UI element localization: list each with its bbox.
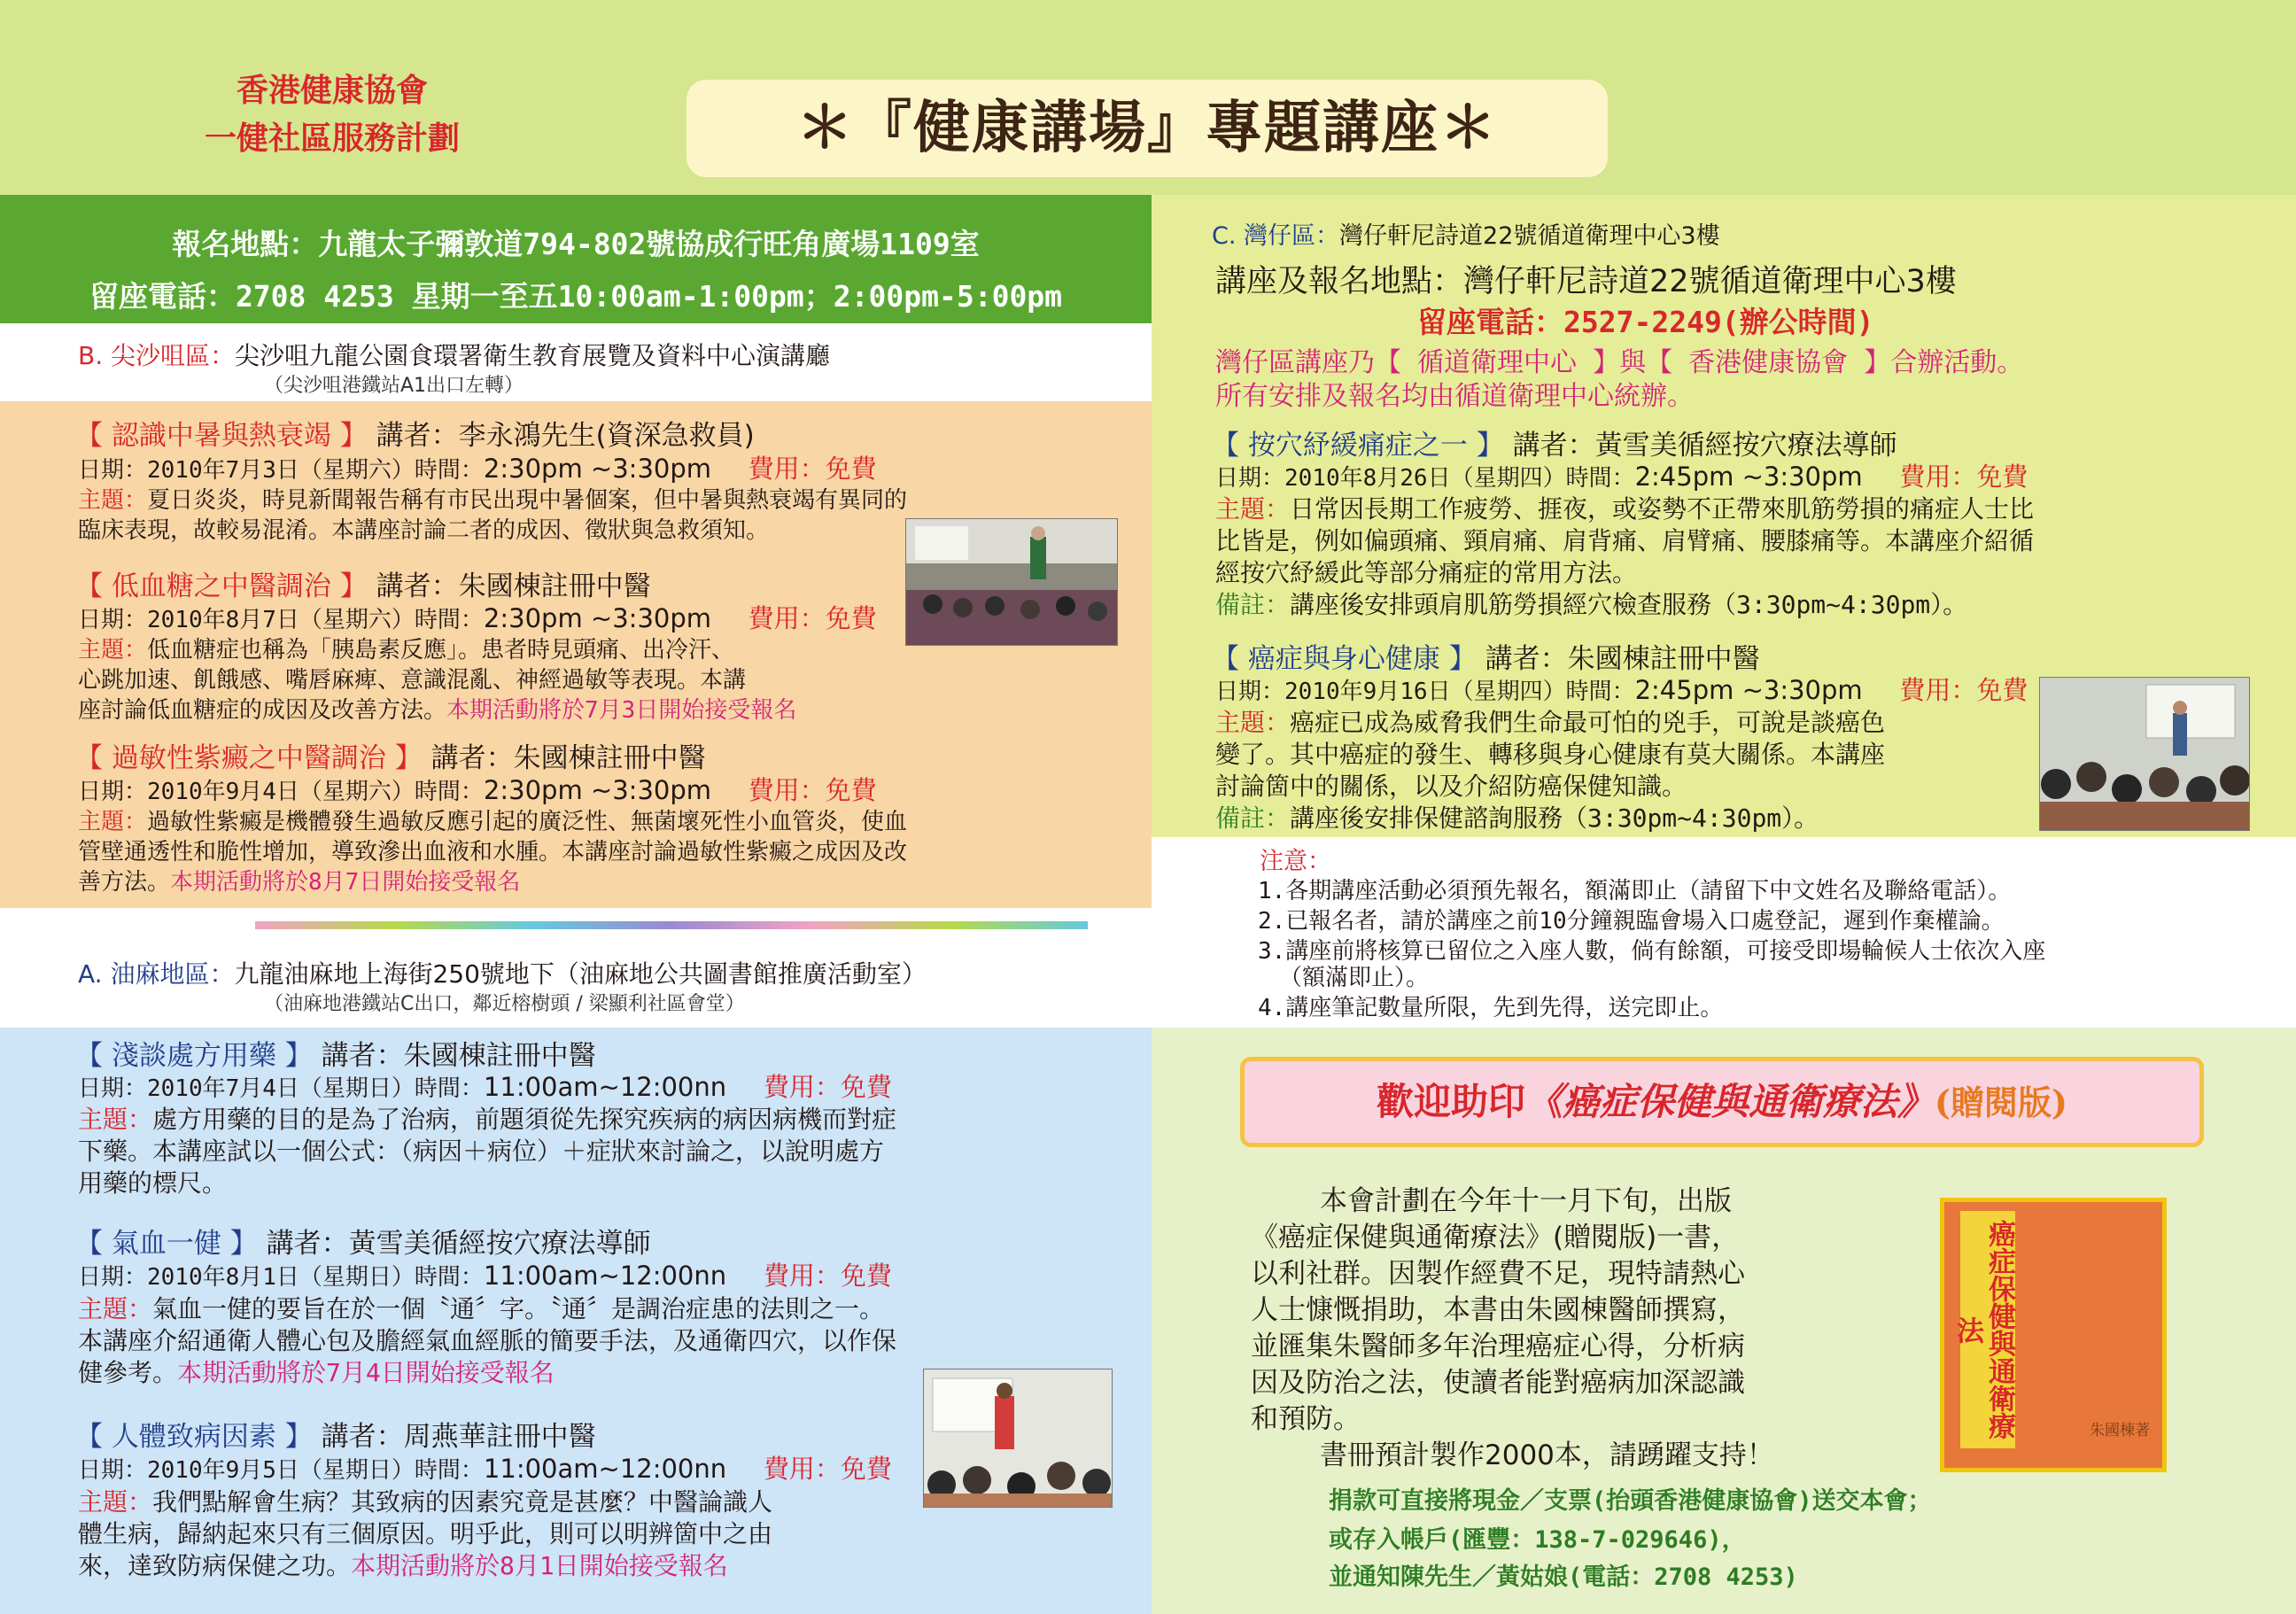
- talk-date: 日期：2010年7月3日（星期六）時間：: [78, 457, 484, 484]
- district-c-heading: [1212, 216, 1720, 251]
- talk-b1-line1: [78, 482, 907, 515]
- talk-a1-line2: 下藥。本講座試以一個公式：（病因＋病位）＋症狀來討論之，以說明處方: [78, 1137, 885, 1166]
- talk-a3-header: [75, 1414, 596, 1454]
- district-a-label: A. 油麻地區：: [78, 959, 235, 989]
- topic-label: 主題：: [78, 1487, 153, 1517]
- district-c-venue: 灣仔軒尼詩道22號循道衛理中心3樓: [1339, 222, 1720, 250]
- talk-title: 【 低血糖之中醫調治 】: [75, 570, 368, 602]
- donation-para-4: 人士慷慨捐助，本書由朱國棟醫師撰寫，: [1251, 1294, 1745, 1326]
- district-b-note: （尖沙咀港鐵站A1出口左轉）: [264, 375, 524, 397]
- registration-notice: 本期活動將於7月4日開始接受報名: [177, 1358, 555, 1387]
- talk-a2-line1: [78, 1290, 884, 1325]
- remark-text: 講座後安排保健諮詢服務（3:30pm~4:30pm）。: [1290, 803, 1819, 833]
- talk-fee: 費用：免費: [763, 1261, 892, 1291]
- registration-notice: 本期活動將於8月1日開始接受報名: [351, 1551, 728, 1580]
- talk-c2-remark: [1215, 799, 1819, 834]
- donation-contact-2: 或存入帳戶(匯豐：138-7-029646)，: [1329, 1526, 1746, 1554]
- note-item-3-cont: （額滿即止）。: [1279, 965, 1430, 991]
- topic-text: 夏日炎炎，時見新聞報告稱有市民出現中暑個案，但中暑與熱衰竭有異同的: [147, 487, 908, 514]
- talk-speaker: 講者：李永鴻先生(資深急救員): [376, 420, 755, 452]
- decorative-strip: [255, 921, 1088, 929]
- topic-text: 癌症已成為威脅我們生命最可怕的兇手，可說是談癌色: [1290, 708, 1886, 737]
- talk-b2-line3: [78, 692, 796, 725]
- talk-speaker: 講者：朱國棟註冊中醫: [430, 742, 706, 774]
- remark-label: 備註：: [1215, 803, 1291, 833]
- talk-c1-remark: [1215, 586, 1967, 621]
- talk-c2-line2: 變了。其中癌症的發生、轉移與身心健康有莫大關係。本講座: [1215, 740, 1886, 769]
- registration-notice: 本期活動將於8月7日開始接受報名: [170, 869, 521, 896]
- talk-title: 【 淺談處方用藥 】: [75, 1040, 313, 1072]
- talk-date: 日期：2010年8月1日（星期日）時間：: [78, 1264, 484, 1291]
- topic-text: 日常因長期工作疲勞、捱夜，或姿勢不正帶來肌筋勞損的痛症人士比: [1290, 494, 2035, 524]
- banner-edition: (贈閱版): [1935, 1082, 2067, 1122]
- talk-speaker: 講者：朱國棟註冊中醫: [376, 570, 651, 602]
- registration-phone: 留座電話：2708 4253 星期一至五10:00am-1:00pm；2:00pm-5:00pm: [89, 279, 1063, 314]
- talk-title: 【 人體致病因素 】: [75, 1421, 313, 1453]
- talk-speaker: 講者：周燕華註冊中醫: [321, 1421, 596, 1453]
- donation-para-1: 本會計劃在今年十一月下旬，出版: [1320, 1185, 1732, 1217]
- donation-para-2: 《癌症保健與通衛療法》(贈閱版)一書，: [1251, 1222, 1740, 1253]
- talk-time: 2:45pm ~3:30pm: [1634, 675, 1863, 705]
- topic-text: 處方用藥的目的是為了治病，前題須從先探究疾病的病因病機而對症: [152, 1105, 897, 1134]
- talk-b2-line2: 心跳加速、飢餓感、嘴唇麻痺、意識混亂、神經過敏等表現。本講: [78, 667, 747, 694]
- talk-c1-line2: 比皆是，例如偏頭痛、頸肩痛、肩背痛、肩臂痛、腰膝痛等。本講座介紹循: [1215, 526, 2035, 555]
- talk-a1-line1: [78, 1100, 896, 1136]
- talk-a3-date: [78, 1449, 892, 1486]
- topic-text: 善方法。: [78, 869, 171, 896]
- talk-fee: 費用：免費: [763, 1454, 892, 1484]
- talk-b3-line3: [78, 864, 520, 896]
- talk-title: 【 過敏性紫癜之中醫調治 】: [75, 742, 423, 774]
- talk-speaker: 講者：朱國棟註冊中醫: [1485, 643, 1760, 675]
- talk-b3-line1: [78, 803, 907, 836]
- talk-fee: 費用：免費: [748, 603, 877, 633]
- topic-label: 主題：: [1215, 494, 1291, 524]
- talk-title: 【 按穴紓緩痛症之一 】: [1212, 430, 1504, 462]
- talk-fee: 費用：免費: [748, 775, 877, 805]
- lecture-photo-1: [905, 518, 1118, 646]
- talk-a3-line1: [78, 1483, 772, 1518]
- talk-date: 日期：2010年8月26日（星期四）時間：: [1215, 465, 1635, 492]
- district-a-venue: 九龍油麻地上海街250號地下（油麻地公共圖書館推廣活動室）: [234, 959, 927, 989]
- talk-b2-line1: [78, 632, 734, 664]
- topic-text: 座討論低血糖症的成因及改善方法。: [78, 697, 447, 724]
- talk-b2-date: [78, 599, 877, 635]
- talk-b2-header: [75, 563, 651, 603]
- topic-label: 主題：: [78, 637, 148, 663]
- donation-para-6: 因及防治之法，使讀者能對癌病加深認識: [1251, 1367, 1745, 1399]
- talk-a3-line3: [78, 1547, 728, 1582]
- district-c-joint2: 所有安排及報名均由循道衛理中心統辦。: [1215, 381, 1694, 412]
- talk-a2-date: [78, 1256, 892, 1292]
- talk-time: 2:30pm ~3:30pm: [483, 775, 711, 805]
- talk-speaker: 講者：黃雪美循經按穴療法導師: [266, 1228, 651, 1260]
- lecture-photo-3: [2039, 677, 2250, 831]
- remark-text: 講座後安排頭肩肌筋勞損經穴檢查服務（3:30pm~4:30pm）。: [1290, 590, 1968, 619]
- district-a-note: （油麻地港鐵站C出口，鄰近榕樹頭 / 梁顯利社區會堂）: [264, 993, 745, 1015]
- registration-bar: [0, 195, 1152, 323]
- talk-b1-line2: 臨床表現，故較易混淆。本講座討論二者的成因、徵狀與急救須知。: [78, 517, 770, 544]
- talk-date: 日期：2010年7月4日（星期日）時間：: [78, 1075, 484, 1102]
- talk-c2-date: [1215, 671, 2028, 707]
- district-a-heading: [78, 955, 927, 990]
- district-b-label: B. 尖沙咀區：: [78, 341, 236, 370]
- topic-text: 低血糖症也稱為「胰島素反應」。患者時見頭痛、出冷汗、: [147, 637, 735, 663]
- talk-time: 2:45pm ~3:30pm: [1634, 462, 1863, 492]
- donation-contact-1: 捐款可直接將現金／支票(抬頭香港健康協會)送交本會；: [1329, 1487, 1932, 1515]
- topic-text: 過敏性紫癜是機體發生過敏反應引起的廣泛性、無菌壞死性小血管炎，使血: [147, 809, 908, 835]
- talk-a2-line3: [78, 1354, 555, 1389]
- talk-speaker: 講者：黃雪美循經按穴療法導師: [1512, 430, 1897, 462]
- note-item-2: 2.已報名者，請於講座之前10分鐘親臨會場入口處登記，遲到作棄權論。: [1258, 908, 2005, 935]
- donation-banner: [1240, 1057, 2204, 1147]
- talk-b1-date: [78, 449, 877, 485]
- talk-speaker: 講者：朱國棟註冊中醫: [321, 1040, 596, 1072]
- topic-label: 主題：: [78, 1294, 153, 1323]
- topic-text: 我們點解會生病？其致病的因素究竟是甚麼？中醫論識人: [152, 1487, 773, 1517]
- donation-para-8: 書冊預計製作2000本，請踴躍支持！: [1320, 1439, 1774, 1471]
- donation-para-3: 以利社群。因製作經費不足，現特請熱心: [1251, 1258, 1745, 1290]
- talk-title: 【 氣血一健 】: [75, 1228, 258, 1260]
- talk-c1-date: [1215, 457, 2028, 493]
- district-b-heading: [78, 337, 830, 372]
- talk-date: 日期：2010年8月7日（星期六）時間：: [78, 607, 484, 633]
- talk-c2-line1: [1215, 703, 1885, 739]
- topic-text: 氣血一健的要旨在於一個〝通〞字。〝通〞是調治症患的法則之一。: [152, 1294, 885, 1323]
- talk-b3-date: [78, 771, 877, 807]
- book-cover: [1940, 1198, 2167, 1472]
- talk-a2-header: [75, 1221, 651, 1261]
- talk-c1-line3: 經按穴紓緩此等部分痛症的常用方法。: [1215, 558, 1638, 587]
- talk-c2-line3: 討論箇中的關係，以及介紹防癌保健知識。: [1215, 772, 1687, 801]
- book-cover-title: 癌症保健與通衛療法: [1960, 1211, 2015, 1448]
- talk-b3-line2: 管壁通透性和脆性增加，導致滲出血液和水腫。本講座討論過敏性紫癜之成因及改: [78, 839, 908, 865]
- talk-title: 【 認識中暑與熱衰竭 】: [75, 420, 368, 452]
- talk-date: 日期：2010年9月4日（星期六）時間：: [78, 779, 484, 805]
- registration-notice: 本期活動將於7月3日開始接受報名: [446, 697, 797, 724]
- lecture-photo-2: [923, 1369, 1113, 1508]
- district-c-venue-full: 講座及報名地點：灣仔軒尼詩道22號循道衛理中心3樓: [1215, 264, 1957, 299]
- talk-time: 11:00am~12:00nn: [483, 1072, 727, 1102]
- talk-a1-line3: 用藥的標尺。: [78, 1168, 228, 1198]
- talk-fee: 費用：免費: [763, 1072, 892, 1102]
- talk-date: 日期：2010年9月16日（星期四）時間：: [1215, 679, 1635, 705]
- banner-welcome: 歡迎助印: [1377, 1080, 1526, 1123]
- project-name: 一健社區服務計劃: [204, 120, 460, 157]
- talk-time: 2:30pm ~3:30pm: [483, 454, 711, 484]
- talk-b1-header: [75, 413, 755, 453]
- banner-book-title: 《癌症保健與通衛療法》: [1525, 1080, 1935, 1123]
- talk-a3-line2: 體生病，歸納起來只有三個原因。明乎此，則可以明辨箇中之由: [78, 1519, 773, 1548]
- donation-para-7: 和預防。: [1251, 1403, 1361, 1435]
- district-b-venue: 尖沙咀九龍公園食環署衛生教育展覽及資料中心演講廳: [235, 341, 831, 370]
- org-name: 香港健康協會: [236, 73, 428, 109]
- talk-a1-date: [78, 1067, 892, 1104]
- topic-label: 主題：: [78, 487, 148, 514]
- talk-time: 2:30pm ~3:30pm: [483, 603, 711, 633]
- donation-contact-3: 並通知陳先生／黃姑娘(電話：2708 4253): [1329, 1564, 1798, 1591]
- topic-label: 主題：: [78, 809, 148, 835]
- talk-date: 日期：2010年9月5日（星期日）時間：: [78, 1457, 484, 1484]
- topic-text: 來，達致防病保健之功。: [78, 1551, 352, 1580]
- talk-time: 11:00am~12:00nn: [483, 1261, 727, 1291]
- district-c-label: C. 灣仔區：: [1212, 222, 1340, 250]
- donation-para-5: 並匯集朱醫師多年治理癌症心得，分析病: [1251, 1331, 1745, 1362]
- page-title: ＊『健康講場』專題講座＊: [686, 80, 1608, 177]
- note-item-1: 1.各期講座活動必須預先報名，額滿即止（請留下中文姓名及聯絡電話）。: [1258, 878, 2012, 904]
- district-c-joint1: 灣仔區講座乃【 循道衛理中心 】與【 香港健康協會 】合辦活動。: [1215, 347, 2024, 378]
- topic-label: 主題：: [1215, 708, 1291, 737]
- district-c-phone: 留座電話：2527-2249(辦公時間): [1417, 305, 1874, 339]
- registration-address: 報名地點：九龍太子彌敦道794-802號協成行旺角廣場1109室: [172, 227, 980, 261]
- talk-fee: 費用：免費: [1899, 462, 2028, 492]
- talk-title: 【 癌症與身心健康 】: [1212, 643, 1477, 675]
- talk-c1-line1: [1215, 490, 2034, 525]
- talk-fee: 費用：免費: [1899, 675, 2028, 705]
- talk-fee: 費用：免費: [748, 454, 877, 484]
- note-item-4: 4.講座筆記數量所限，先到先得，送完即止。: [1258, 995, 1724, 1021]
- remark-label: 備註：: [1215, 590, 1291, 619]
- topic-label: 主題：: [78, 1105, 153, 1134]
- talk-time: 11:00am~12:00nn: [483, 1454, 727, 1484]
- topic-text: 健參考。: [78, 1358, 178, 1387]
- note-item-3: 3.講座前將核算已留位之入座人數，倘有餘額，可接受即場輪候人士依次入座: [1258, 938, 2046, 965]
- talk-b3-header: [75, 735, 706, 775]
- book-cover-author: 朱國棟著: [2090, 1422, 2150, 1439]
- notes-heading: 注意：: [1260, 848, 1331, 875]
- talk-a2-line2: 本講座介紹通衛人體心包及膽經氣血經脈的簡要手法，及通衛四穴，以作保: [78, 1326, 897, 1355]
